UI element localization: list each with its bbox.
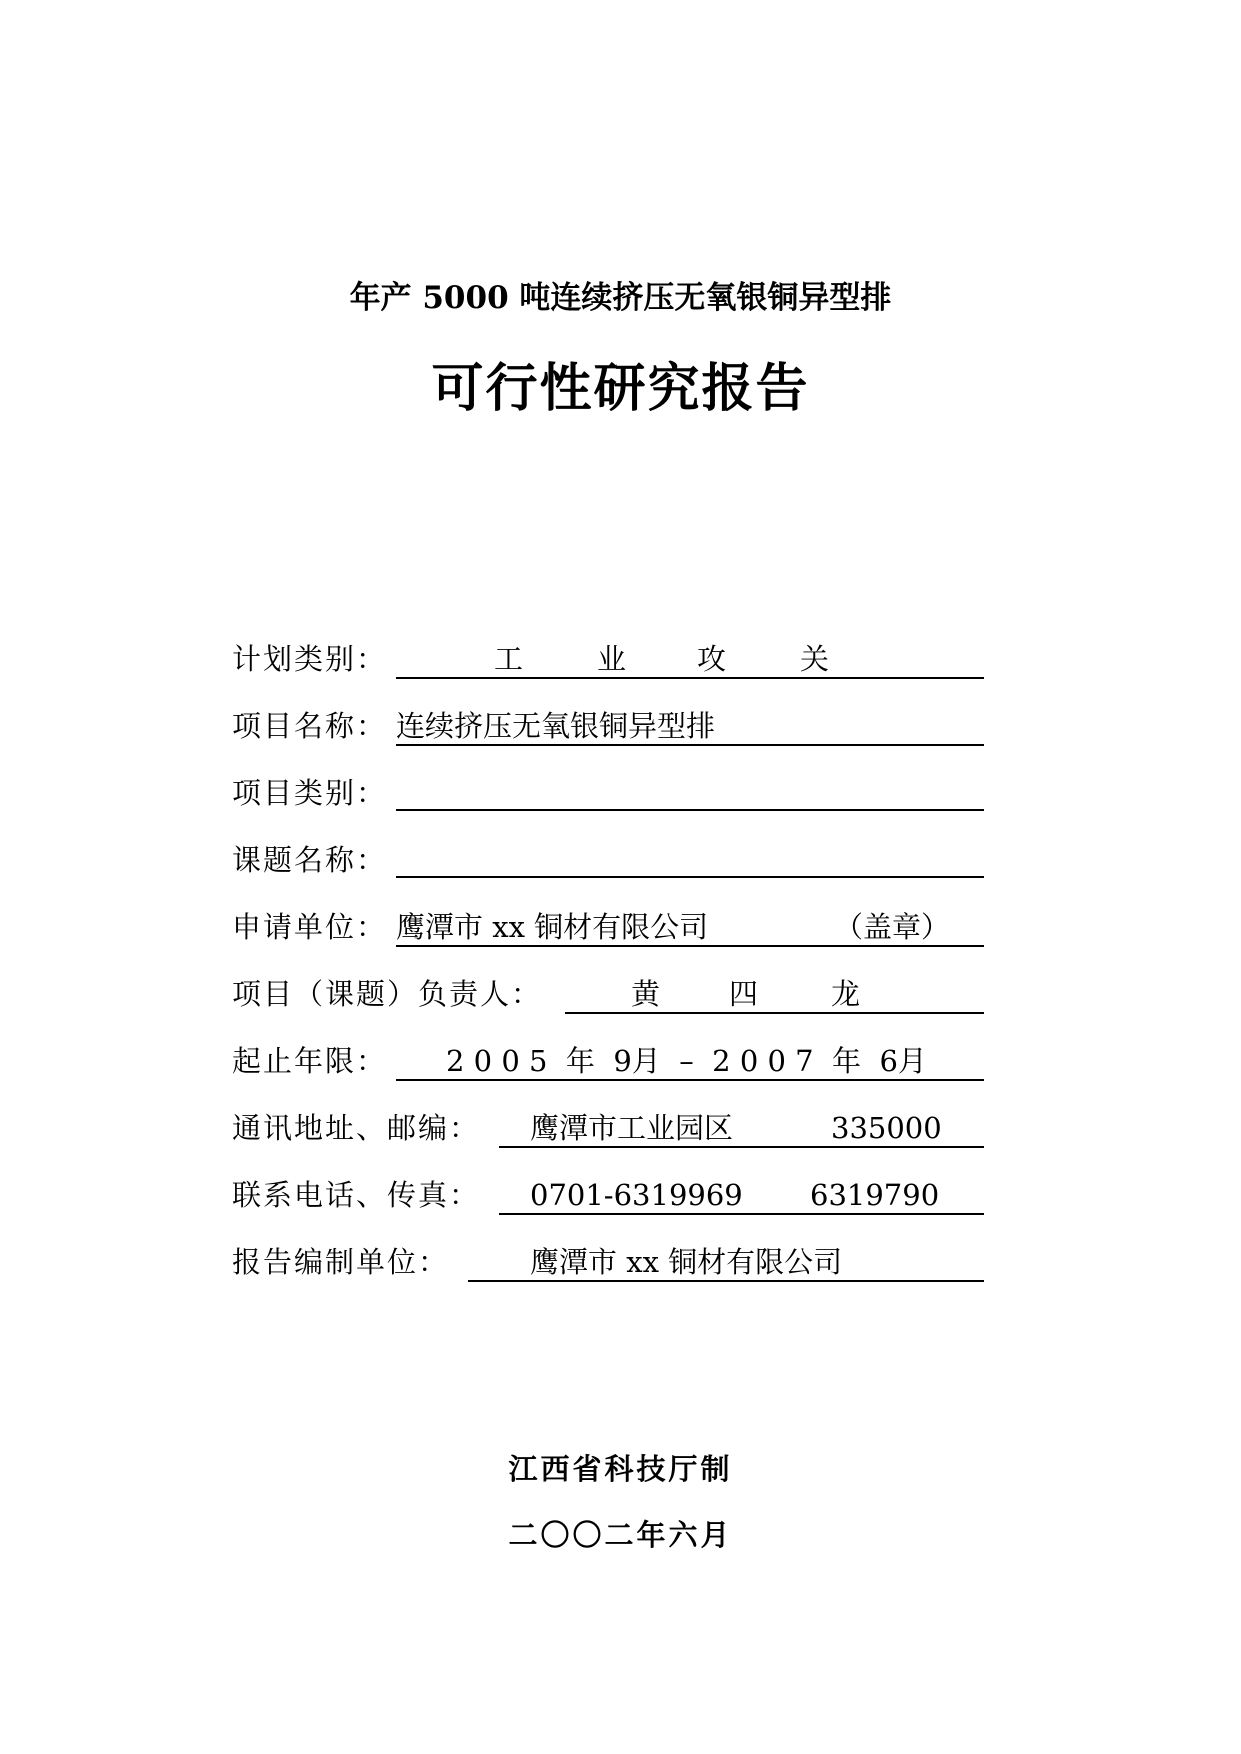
- field-value-char: 关: [800, 642, 830, 676]
- issue-date: 二〇〇二年六月: [508, 1518, 733, 1552]
- field-label: 项目类别：: [232, 776, 388, 810]
- underline: [565, 1012, 984, 1014]
- field-value: 鹰潭市 xx 铜材有限公司: [530, 1245, 843, 1279]
- underline: [396, 677, 984, 679]
- field-value-char: 业: [597, 642, 627, 676]
- report-title-main: 可行性研究报告: [431, 358, 810, 419]
- underline: [396, 876, 984, 878]
- field-period: [232, 1039, 984, 1083]
- field-project-name: [232, 704, 984, 748]
- field-value: 鹰潭市工业园区: [530, 1111, 734, 1145]
- field-value-char: 攻: [697, 642, 727, 676]
- field-contact: [232, 1173, 984, 1217]
- field-project-type: [232, 771, 984, 815]
- field-label: 项目（课题）负责人：: [232, 977, 543, 1011]
- postcode-value: 335000: [831, 1111, 942, 1145]
- field-label: 申请单位：: [232, 910, 388, 944]
- field-label: 通讯地址、邮编：: [232, 1111, 481, 1145]
- field-value: 鹰潭市 xx 铜材有限公司: [396, 910, 709, 944]
- field-leader: [232, 972, 984, 1016]
- phone-value: 0701-6319969: [530, 1178, 743, 1212]
- field-value-char: 四: [729, 977, 759, 1011]
- field-address: [232, 1106, 984, 1150]
- underline: [396, 809, 984, 811]
- field-label: 联系电话、传真：: [232, 1178, 481, 1212]
- fax-value: 6319790: [810, 1178, 940, 1212]
- field-label: 报告编制单位：: [232, 1245, 450, 1279]
- report-title-project: 年产 5000 吨连续挤压无氧银铜异型排: [349, 280, 892, 316]
- seal-note: （盖章）: [834, 910, 951, 944]
- field-value: 2 0 0 5 年 9月 – 2 0 0 7 年 6月: [446, 1044, 927, 1078]
- field-label: 计划类别：: [232, 642, 388, 676]
- field-applicant: [232, 905, 984, 949]
- field-label: 课题名称：: [232, 843, 388, 877]
- field-label: 起止年限：: [232, 1044, 388, 1078]
- field-plan-type: [232, 637, 984, 681]
- field-label: 项目名称：: [232, 709, 388, 743]
- field-value-char: 龙: [831, 977, 861, 1011]
- field-value-char: 黄: [631, 977, 661, 1011]
- field-topic-name: [232, 838, 984, 882]
- field-value-char: 工: [494, 642, 524, 676]
- issuer-label: 江西省科技厅制: [508, 1452, 733, 1486]
- field-value: 连续挤压无氧银铜异型排: [396, 709, 716, 743]
- field-compiler: [232, 1240, 984, 1284]
